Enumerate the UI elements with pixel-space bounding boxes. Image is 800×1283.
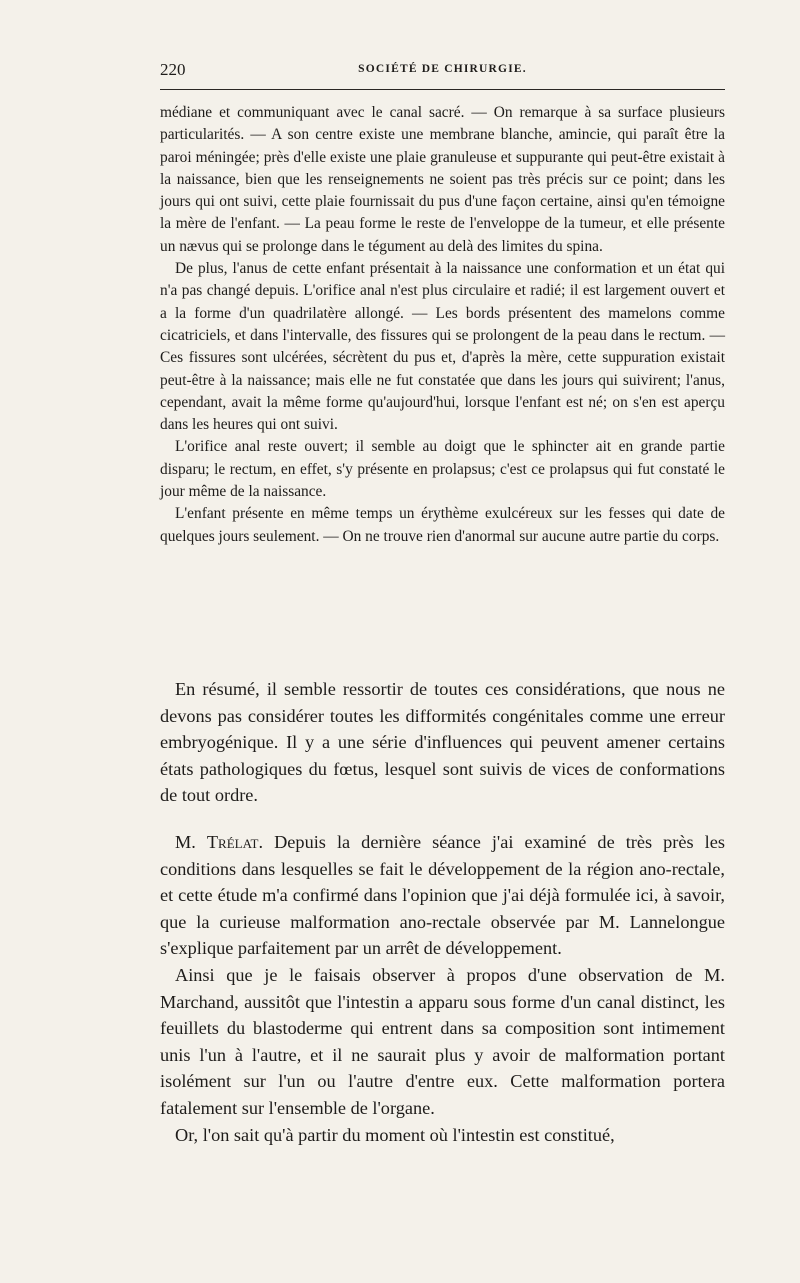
observation-paragraph-4: L'enfant présente en même temps un érythème exulcéreux sur les fesses qui date de quelques jours seulement. — On ne trouve rien d'anormal sur aucune autre partie du corps. [160, 505, 725, 545]
speaker-name: Trélat. [206, 831, 264, 852]
speaker-prefix: M. [175, 831, 196, 852]
page-number: 220 [160, 60, 186, 79]
page-header [160, 60, 725, 82]
observation-paragraph-3: L'orifice anal reste ouvert; il semble au doigt que le sphincter ait en grande partie disparu; le rectum, en effet, s'y présente en prolapsus; c'est ce prolapsus qui fut constaté le jour même de la naissance. [160, 438, 725, 501]
running-head: SOCIÉTÉ DE CHIRURGIE. [358, 63, 527, 75]
trelat-paragraph-1 [160, 829, 725, 962]
trelat-paragraph-2: Ainsi que je le faisais observer à propos d'une observation de M. Marchand, aussitôt que l'intestin a apparu sous forme d'un canal distinct, les feuillets du blastoderme qui entrent dans sa composition sont intimement unis l'un à l'autre, et il ne saurait plus y avoir de malformation portant isolément sur l'un ou l'autre d'entre eux. Cette malformation portera fatalement sur l'ensemble de l'organe. [160, 964, 725, 1118]
observation-paragraph-1: médiane et communiquant avec le canal sacré. — On remarque à sa surface plusieurs particularités. — A son centre existe une membrane blanche, amincie, qui paraît être la paroi méningée; près d'elle existe une plaie granuleuse et suppurante qui peut-être existait à la naissance, bien que les renseignements ne soient pas très précis sur ce point; dans les jours qui ont suivi, cette plaie fournissait du pus d'une façon certaine, ainsi qu'en témoigne la mère de l'enfant. — La peau forme le reste de l'enveloppe de la tumeur, et elle présente un nævus qui se prolonge dans le tégument au delà des limites du spina. [160, 104, 725, 255]
resume-paragraph: En résumé, il semble ressortir de toutes ces considérations, que nous ne devons pas considérer toutes les difformités congénitales comme une erreur embryogénique. Il y a une série d'influences qui peuvent amener certains états pathologiques du fœtus, lesquel sont suivis de vices de conformations de tout ordre. [160, 679, 725, 806]
trelat-paragraph-3: Or, l'on sait qu'à partir du moment où l'intestin est constitué, [175, 1124, 615, 1145]
discussion-text [160, 676, 725, 1148]
observation-paragraph-2: De plus, l'anus de cette enfant présentait à la naissance une conformation et un état qui n'a pas changé depuis. L'orifice anal n'est plus circulaire et radié; il est largement ouvert et a la forme d'un quadrilatère allongé. — Les bords présentent des mamelons comme cicatriciels, et dans l'intervalle, des fissures qui se prolongent de la peau dans le rectum. — Ces fissures sont ulcérées, sécrètent du pus et, d'après la mère, cette suppuration existait peut-être à la naissance; mais elle ne fut constatée que dans les jours qui suivirent; l'anus, cependant, avait la même forme qu'aujourd'hui, lorsque l'enfant est né; on s'en est aperçu dans les heures qui ont suivi. [160, 260, 725, 434]
header-rule [160, 89, 725, 90]
trelat-paragraph-1-text: Depuis la dernière séance j'ai examiné de très près les conditions dans lesquelles se fait le développement de la région ano-rectale, et cette étude m'a confirmé dans l'opinion que j'ai déjà formulée ici, à savoir, que la curieuse malformation ano-rectale observée par M. Lannelongue s'explique parfaitement par un arrêt de développement. [160, 831, 725, 959]
observation-text [160, 102, 725, 548]
